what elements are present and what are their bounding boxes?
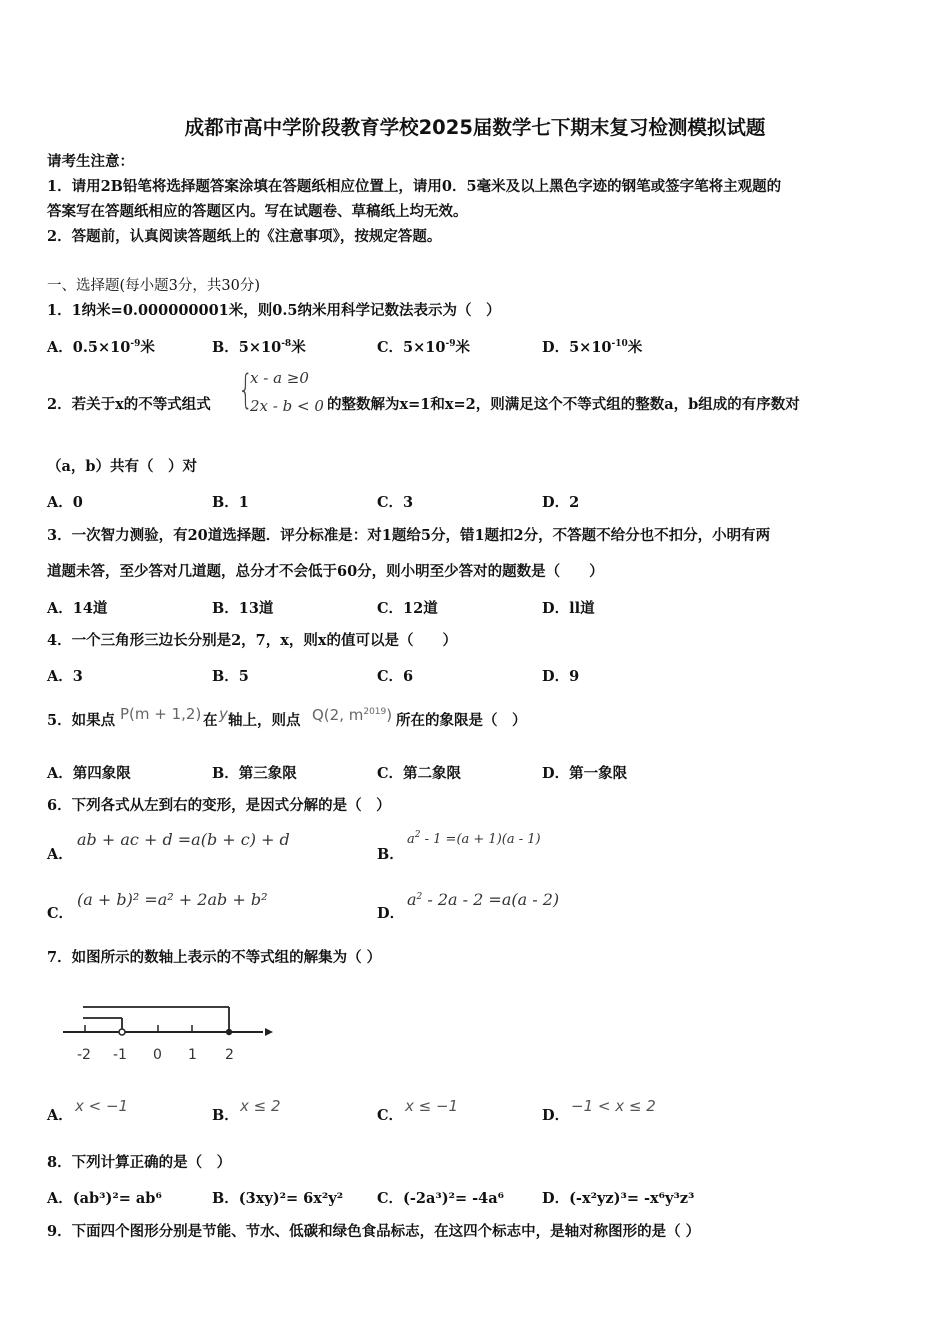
q6-option-b-expr: $a^2 - 1 =(a + 1)(a - 1)$ (407, 830, 541, 847)
page-title: 成都市高中学阶段教育学校2025届数学七下期末复习检测模拟试题 (184, 116, 766, 139)
q1-option-c: C．$5\times 10^{-9}$米 (377, 339, 470, 356)
q4-option-c: C．6 (377, 668, 414, 685)
tick-label-minus-1: -1 (113, 1047, 127, 1063)
question-1-stem: 1．1纳米=0.000000001米，则0.5纳米用科学记数法表示为（ ） (47, 302, 501, 319)
question-9-stem: 9．下面四个图形分别是节能、节水、低碳和绿色食品标志，在这四个标志中，是轴对称图形的是（ ） (47, 1223, 701, 1240)
q6-option-d-expr: $a^2 - 2a - 2 =a(a - 2)$ (407, 890, 560, 909)
question-3-line-1: 3．一次智力测验，有20道选择题．评分标准是：对1题给5分，错1题扣2分，不答题不给分也不扣分，小明有两 (47, 527, 771, 544)
question-5-part-1: 5．如果点 (47, 712, 116, 729)
q5-option-c: C．第二象限 (377, 765, 462, 782)
q2-option-b: B．1 (212, 494, 249, 511)
q7-option-a-label: A． (47, 1107, 73, 1124)
q3-option-c: C．12道 (377, 600, 438, 617)
question-4-stem: 4．一个三角形三边长分别是2，7，x，则x的值可以是（ ） (47, 632, 458, 649)
number-line-figure (55, 995, 285, 1070)
q6-option-a-expr: ab + ac + d =a(b + c) + d (77, 830, 290, 849)
q5-option-d: D．第一象限 (542, 765, 628, 782)
q6-option-d-label: D． (377, 905, 405, 922)
q5-option-a: A．第四象限 (47, 765, 131, 782)
q2-option-d: D．2 (542, 494, 580, 511)
q1-option-a: A．$0.5\times 10^{-9}$米 (47, 339, 155, 356)
question-8-stem: 8．下列计算正确的是（ ） (47, 1154, 232, 1171)
open-dot-minus-1 (119, 1029, 125, 1035)
q4-option-a: A．3 (47, 668, 83, 685)
q5-point-p: P(m + 1,2) (120, 705, 202, 723)
q8-option-c: C．(-2a³)²= -4a⁶ (377, 1190, 505, 1207)
q5-axis: y (219, 705, 228, 723)
q2-inequality-1: x - a ≥0 (250, 369, 309, 387)
question-7-stem: 7．如图所示的数轴上表示的不等式组的解集为（ ） (47, 949, 382, 966)
section-heading: 一、选择题(每小题3分，共30分) (47, 278, 260, 294)
q4-option-d: D．9 (542, 668, 580, 685)
q2-option-c: C．3 (377, 494, 414, 511)
q7-option-b-expr: x ≤ 2 (240, 1097, 281, 1115)
closed-dot-2 (226, 1029, 232, 1035)
q3-option-a: A．14道 (47, 600, 108, 617)
question-2-prefix: 2．若关于x的不等式组式 (47, 396, 211, 413)
q6-option-c-label: C． (47, 905, 74, 922)
number-line-arrow (265, 1028, 273, 1036)
tick-label-2: 2 (225, 1047, 234, 1063)
question-3-line-2: 道题未答，至少答对几道题，总分才不会低于60分，则小明至少答对的题数是（ ） (47, 563, 604, 580)
q6-option-c-expr: (a + b)² =a² + 2ab + b² (77, 890, 268, 909)
q7-option-d-label: D． (542, 1107, 570, 1124)
question-5-part-3: 轴上，则点 (228, 712, 301, 729)
q6-option-b-label: B． (377, 846, 404, 863)
q2-inequality-2: 2x - b < 0 (250, 397, 324, 415)
q4-option-b: B．5 (212, 668, 249, 685)
q5-option-b: B．第三象限 (212, 765, 297, 782)
question-2-suffix: 的整数解为x=1和x=2，则满足这个不等式组的整数a，b组成的有序数对 (327, 396, 800, 413)
notice-line-2: 2．答题前，认真阅读答题纸上的《注意事项》，按规定答题。 (47, 228, 442, 245)
question-5-part-4: 所在的象限是（ ） (396, 712, 527, 729)
question-2-line-2: （a，b）共有（ ）对 (47, 458, 198, 475)
q8-option-a: A．(ab³)²= ab⁶ (47, 1190, 162, 1207)
q1-option-d: D．$5\times 10^{-10}$米 (542, 339, 643, 356)
tick-label-1: 1 (188, 1047, 197, 1063)
tick-label-minus-2: -2 (77, 1047, 91, 1063)
q5-point-q: Q(2, $m^{2019}$) (312, 706, 393, 724)
q7-option-c-label: C． (377, 1107, 404, 1124)
q7-option-c-expr: x ≤ −1 (405, 1097, 459, 1115)
q2-option-a: A．0 (47, 494, 83, 511)
q3-option-d: D．ll道 (542, 600, 595, 617)
q7-option-a-expr: x < −1 (75, 1097, 129, 1115)
system-brace: { (238, 367, 254, 413)
notice-heading: 请考生注意： (47, 153, 134, 170)
q3-option-b: B．13道 (212, 600, 274, 617)
notice-line-1b: 答案写在答题纸相应的答题区内。写在试题卷、草稿纸上均无效。 (47, 203, 468, 220)
q7-option-d-expr: −1 < x ≤ 2 (571, 1097, 656, 1115)
tick-label-0: 0 (153, 1047, 162, 1063)
q8-option-d: D．(-x²yz)³= -x⁶y³z³ (542, 1190, 695, 1207)
question-6-stem: 6．下列各式从左到右的变形，是因式分解的是（ ） (47, 797, 391, 814)
q8-option-b: B．(3xy)²= 6x²y² (212, 1190, 344, 1207)
notice-line-1a: 1．请用2B铅笔将选择题答案涂填在答题纸相应位置上，请用0．5毫米及以上黑色字迹的钢笔或签字笔将主观题的 (47, 178, 782, 195)
question-5-part-2: 在 (203, 712, 218, 729)
q6-option-a-label: A． (47, 846, 73, 863)
q1-option-b: B．$5\times 10^{-8}$米 (212, 339, 306, 356)
q7-option-b-label: B． (212, 1107, 239, 1124)
